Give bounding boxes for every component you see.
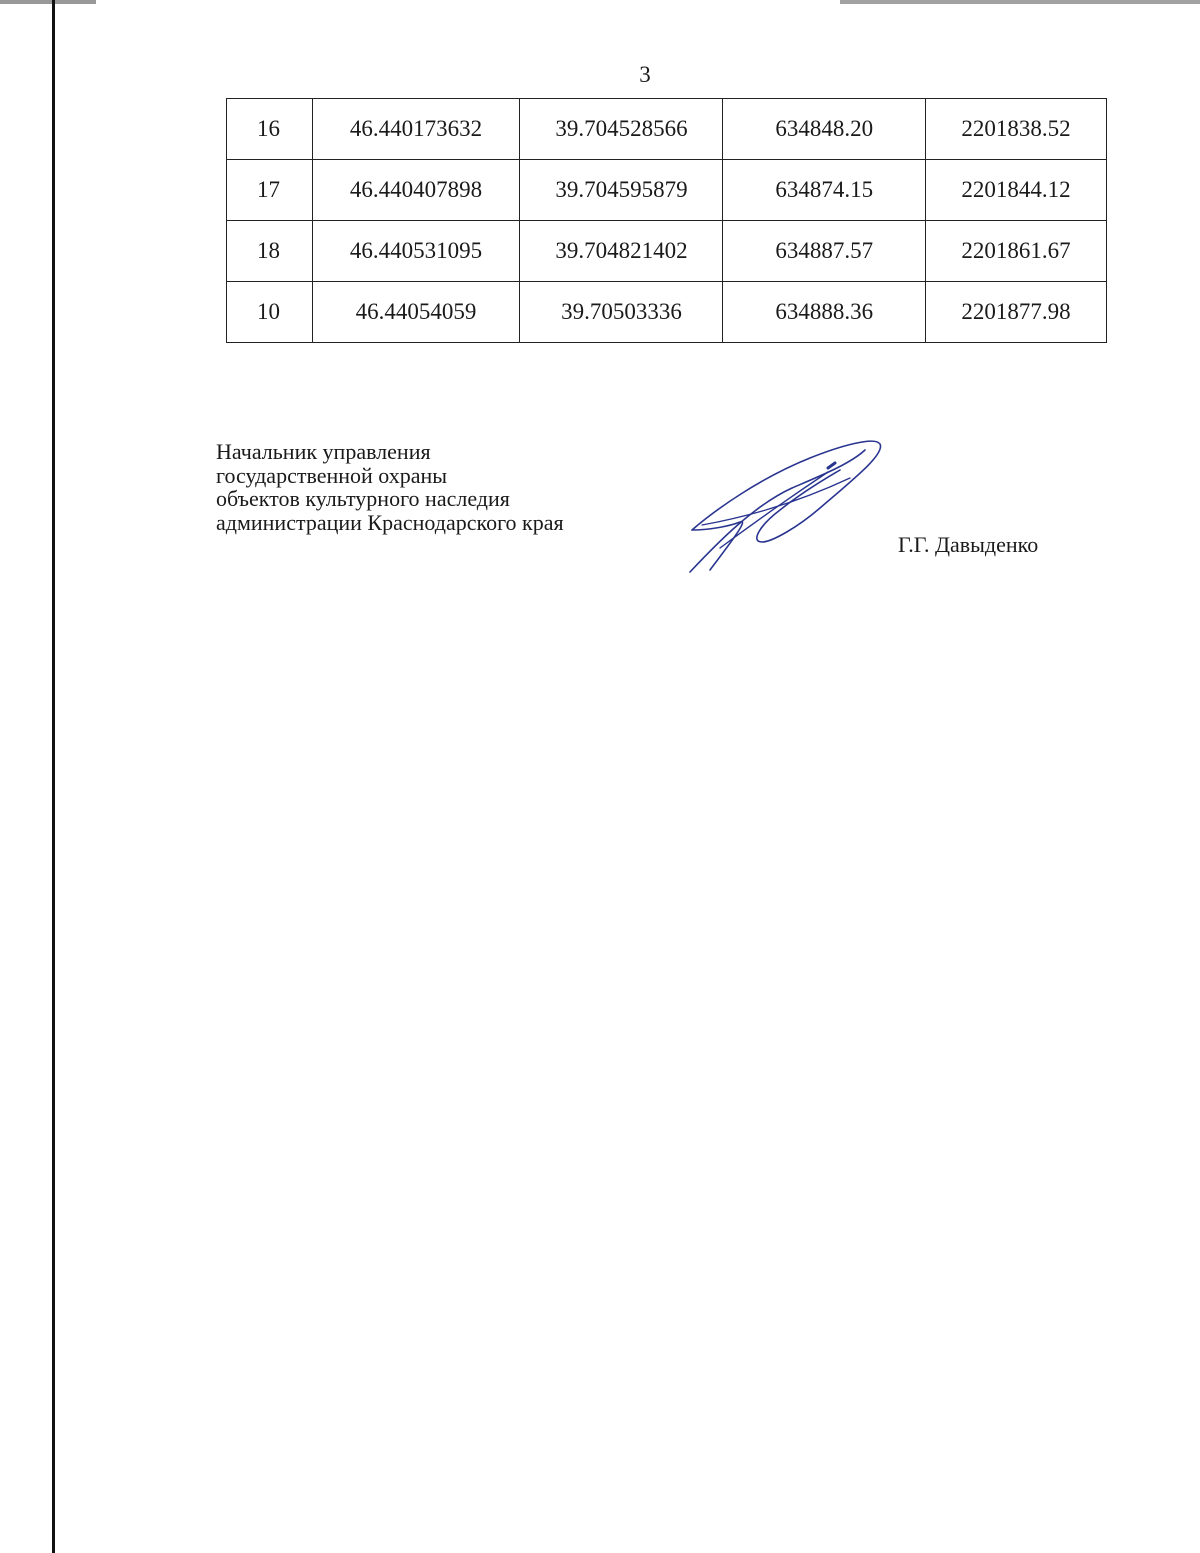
y-coordinate-cell: 2201844.12	[925, 160, 1106, 221]
signer-position-line: Начальник управления	[216, 439, 431, 464]
table-row	[227, 221, 1107, 282]
table-row	[227, 282, 1107, 343]
y-coordinate-cell: 2201861.67	[925, 221, 1106, 282]
scan-edge-top	[0, 0, 1200, 4]
coordinates-table	[226, 98, 1107, 343]
y-coordinate-cell: 2201838.52	[925, 99, 1106, 160]
table-row	[227, 160, 1107, 221]
latitude-cell: 46.440173632	[312, 99, 520, 160]
latitude-cell: 46.44054059	[312, 282, 520, 343]
x-coordinate-cell: 634848.20	[723, 99, 926, 160]
longitude-cell: 39.704821402	[520, 221, 723, 282]
longitude-cell: 39.704528566	[520, 99, 723, 160]
latitude-cell: 46.440531095	[312, 221, 520, 282]
page-number: 3	[639, 62, 651, 87]
signer-position-line: государственной охраны	[216, 462, 448, 488]
x-coordinate-cell: 634874.15	[723, 160, 926, 221]
signer-name: Г.Г. Давыденко	[898, 532, 1039, 557]
x-coordinate-cell: 634887.57	[723, 221, 926, 282]
signer-position-line: объектов культурного наследия	[216, 486, 510, 511]
signer-position	[216, 440, 564, 534]
longitude-cell: 39.704595879	[520, 160, 723, 221]
table-row	[227, 99, 1107, 160]
point-number-cell: 17	[227, 160, 313, 221]
x-coordinate-cell: 634888.36	[723, 282, 926, 343]
latitude-cell: 46.440407898	[312, 160, 520, 221]
point-number-cell: 18	[227, 221, 313, 282]
longitude-cell: 39.70503336	[520, 282, 723, 343]
point-number-cell: 10	[227, 282, 313, 343]
y-coordinate-cell: 2201877.98	[925, 282, 1106, 343]
scan-edge-left	[52, 0, 55, 1553]
handwritten-signature	[680, 430, 895, 580]
signer-position-line: администрации Краснодарского края	[216, 509, 564, 535]
point-number-cell: 16	[227, 99, 313, 160]
